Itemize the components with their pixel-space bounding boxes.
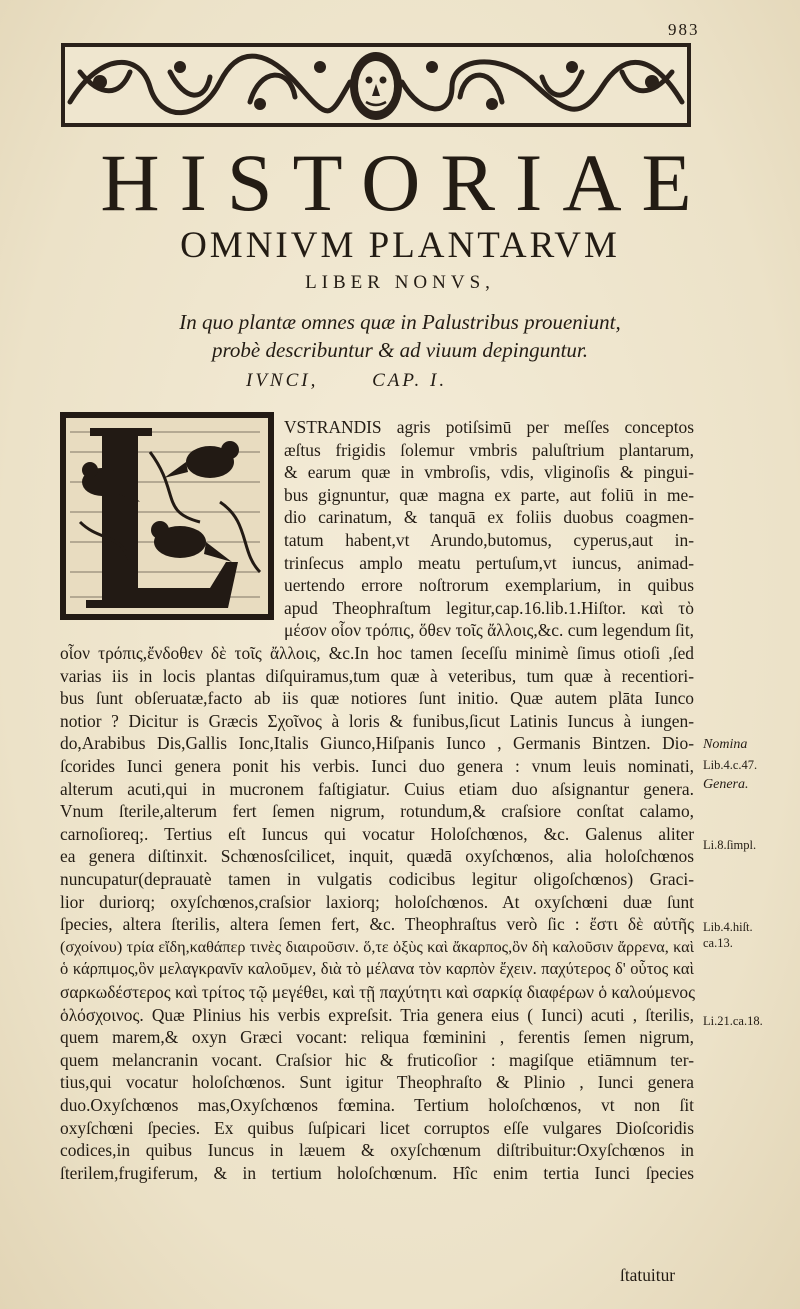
text-line: bus ſunt obſeruatæ,facto ab iis quæ notiores ſunt initio. Quæ autem plāta Iunco (60, 688, 694, 709)
text-line: ſcorides Iunci genera ponit his verbis. Iunci duo genera : vnum leuis nominati, (60, 756, 694, 776)
text-line: ſpecies, altera ſterilis, altera ſemen fert, &c. Theophraſtus verò ſic : ἔστι δὲ αὐτῆς (60, 914, 694, 935)
text-line: codices,in quibus Iuncus in læuem & oxyſchœnum diſtribuitur:Oxyſchœnos in (60, 1140, 694, 1161)
text-line: σαρκωδέστερος καὶ τρίτος τῷ μεγέθει, καὶ τῇ παχύτητι καὶ σαρκίᾳ διαφέρων ὁ καλούμενος (60, 982, 695, 1002)
text-line: ea genera diſtinxit. Schœnosſcilicet, inquit, quædā oxyſchœnos, alia holoſchœnos (60, 846, 694, 867)
text-line: oxyſchœni ſpecies. Ex quibus ſuſpicari licet corruptos eſſe vulgares Dioſcoridis (60, 1117, 694, 1138)
text-line: apud Theophraſtum legitur,cap.16.lib.1.Hiſtor. καὶ τὸ (284, 597, 694, 618)
margin-note: Li.8.ſimpl. (703, 838, 757, 852)
chapter-heading (246, 370, 746, 392)
chapter-number: CAP. I. (372, 370, 448, 391)
ornamental-headpiece (60, 42, 692, 128)
text-line: ſterilem,frugiferum, & in tertium holoſchœnum. Hîc enim tertia Iunci ſpecies (60, 1162, 694, 1183)
text-line: οἷον τρόπις,ἔνδοθεν δὲ τοῖς ἄλλοις, &c.In hoc tamen ſeceſſu minimè ſimus otioſi ,ſed (60, 643, 694, 663)
text-line: tatum habent,vt Arundo,butomus, cyperus,aut in- (284, 530, 694, 550)
intro-line: In quo plantæ omnes quæ in Palustribus proueniunt, (179, 310, 621, 334)
text-line: uertendo errore noſtrorum exemplarium, in quibus (284, 575, 694, 596)
text-line: dio carinatum, & tanquā ex foliis duobus coagmen- (284, 507, 694, 528)
text-line: tius,qui vocatur holoſchœnos. Sunt igitur Theophraſto & Plinio , Iunci genera (60, 1072, 694, 1093)
margin-note: Nomina (703, 737, 748, 752)
text-line: carnoſioreq;. Tertius eſt Iuncus qui vocatur Holoſchœnos, &c. Galenus aliter (60, 823, 694, 844)
page-number: 983 (668, 20, 700, 39)
text-line: do,Arabibus Dis,Gallis Ionc,Italis Giunco,Hiſpanis Iunco , Germanis Bintzen. Dio- (60, 733, 694, 754)
margin-note: Genera. (703, 777, 749, 792)
intro-text (0, 308, 800, 364)
text-line: notior ? Dicitur is Græcis Σχοῖνος à loris & funibus,ſicut Latinis Iuncus à iungen- (60, 710, 694, 731)
text-line: trinſecus amplo meatu pertuſum,vt iuncus, animad- (284, 552, 694, 573)
margin-note: ca.13. (703, 936, 733, 950)
text-line: nuncupatur(deprauatè tamen in vulgatis codicibus legitur oligoſchœnos) Graci- (60, 869, 694, 889)
margin-note: Lib.4.hiſt. (703, 920, 753, 934)
chapter-name: IVNCI, (246, 370, 319, 391)
text-line: ὁ κάρπιμος,ὃν μελαγκρανῖν καλοῦμεν, διὰ τὸ μέλανα τὸν καρπὸν ἔχειν. παχύτερος δ' οὗτος καὶ (60, 959, 694, 979)
text-line: quem melancranin vocant. Craſsior hic & fruticoſior : magiſque etiāmnum ter- (60, 1049, 694, 1070)
text-line: Vnum ſterile,alterum fert ſemen nigrum, rotundum,& craſsiore conſtat calamo, (60, 801, 694, 822)
book-label: LIBER NONVS, (305, 272, 495, 293)
text-line: μέσον οἷον τρόπις, ὅθεν τοῖς ἄλλοις,&c. cum legendum ſit, (284, 620, 694, 641)
margin-note: Lib.4.c.47. (703, 758, 758, 772)
intro-line: probè describuntur & ad viuum depinguntur. (211, 338, 589, 362)
grotesque-mask (350, 52, 402, 120)
text-line: & earum quæ in vmbroſis, vdis, vliginoſis & pingui- (284, 462, 694, 483)
text-line: alterum acuti,qui in mucronem faſtigiatur. Cuius etiam duo aſsignantur genera. (60, 778, 694, 799)
margin-note: Li.21.ca.18. (703, 1014, 763, 1028)
catchword: ſtatuitur (620, 1265, 676, 1285)
text-line: æſtus frigidis ſolemur vmbris paluſtrium plantarum, (284, 439, 694, 460)
text-line: VSTRANDIS agris potiſsimū per meſſes conceptos (284, 417, 694, 437)
decorated-initial-image (60, 412, 274, 620)
text-line: lior duriorq; oxyſchœnos,craſsior laxiorq; holoſchœnos. At oxyſchœni duæ ſunt (60, 891, 694, 912)
text-line: bus gignuntur, quæ magna ex parte, aut foliū in me- (284, 484, 694, 505)
page-title: HISTORIAE (100, 137, 712, 228)
subtitle: OMNIVM PLANTARVM (180, 225, 620, 266)
text-line: ὁλόσχοινος. Quæ Plinius his verbis expreſsit. Tria genera eius ( Iunci) acuti , ſterilis, (60, 1004, 694, 1025)
text-line: (σχοίνου) τρία εἴδη,καθάπερ τινὲς διαιροῦσιν. ὅ,τε ὀξὺς καὶ ἄκαρπος,ὃν δὴ καλοῦσιν ἄρρενα, καὶ (60, 937, 694, 956)
text-line: quem marem,& oxyn Græci vocant: reliqua fœminini , ferentis ſemen nigrum, (60, 1027, 694, 1048)
text-line: duo.Oxyſchœnos mas,Oxyſchœnos fœmina. Tertium holoſchœnos, vt non ſit (60, 1095, 694, 1115)
text-line: varias iis in locis plantas diſquiramus,tum quæ à veteribus, tum quæ à recentiori- (60, 665, 694, 686)
